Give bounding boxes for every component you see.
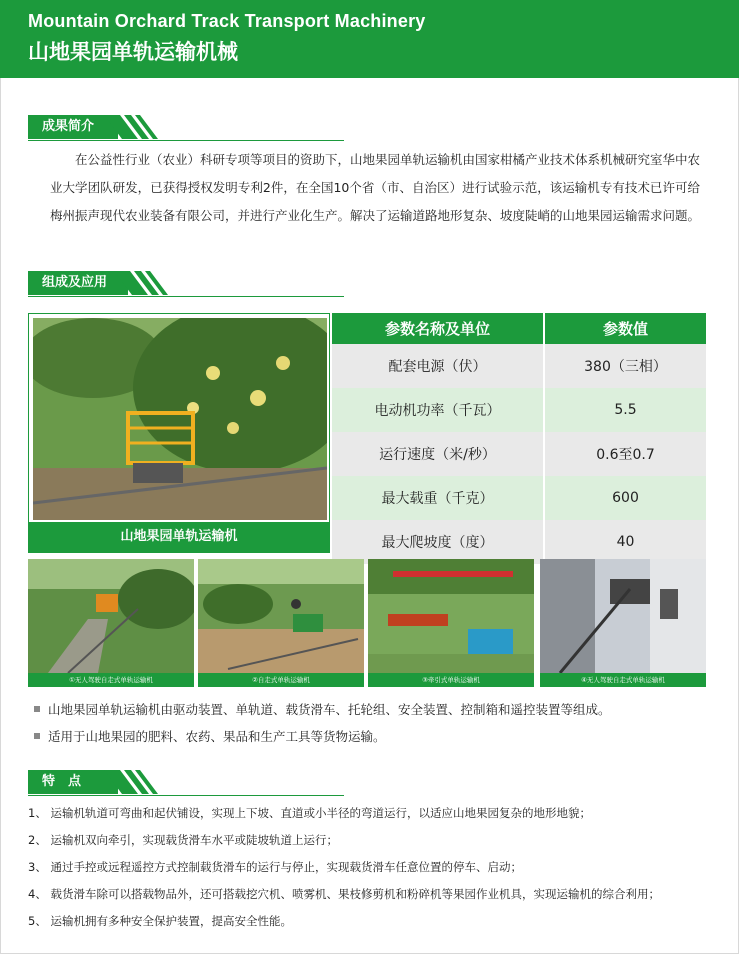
thumbnail-strip <box>28 559 706 687</box>
thumbnail-caption: ④无人驾驶自走式单轨运输机 <box>540 673 706 687</box>
list-item: 3、 通过手控或远程遥控方式控制载货滑车的运行与停止，实现载货滑车任意位置的停车、启动； <box>28 860 522 874</box>
params-header-name: 参数名称及单位 <box>332 313 544 344</box>
table-row <box>332 432 706 476</box>
params-header-row <box>332 313 706 344</box>
features-list <box>28 802 718 937</box>
list-item: 1、 运输机轨道可弯曲和起伏铺设，实现上下坡、直道或小半径的弯道运行，以适应山地果园复杂的地形地貌； <box>28 806 591 820</box>
param-value: 380（三相） <box>544 344 706 388</box>
section-rule <box>28 140 344 141</box>
thumbnail-3 <box>368 559 534 687</box>
params-table <box>332 313 706 564</box>
section-composition-header <box>28 271 344 297</box>
param-name: 电动机功率（千瓦） <box>332 388 544 432</box>
bullet-text: 适用于山地果园的肥料、农药、果品和生产工具等货物运输。 <box>48 729 386 744</box>
thumbnail-1 <box>28 559 194 687</box>
thumbnail-caption: ③牵引式单轨运输机 <box>368 673 534 687</box>
bullet-square-icon <box>34 706 40 712</box>
list-item: 4、 载货滑车除可以搭载物品外，还可搭载挖穴机、喷雾机、果枝修剪机和粉碎机等果园作业机具，实现运输机的综合利用； <box>28 887 660 901</box>
param-name: 运行速度（米/秒） <box>332 432 544 476</box>
list-item <box>34 700 611 727</box>
param-name: 配套电源（伏） <box>332 344 544 388</box>
section-intro-header <box>28 115 344 141</box>
main-photo <box>28 313 330 553</box>
param-name: 最大爬坡度（度） <box>332 520 544 564</box>
bullet-square-icon <box>34 733 40 739</box>
bullet-text: 山地果园单轨运输机由驱动装置、单轨道、载货滑车、托轮组、安全装置、控制箱和遥控装置等组成。 <box>48 702 611 717</box>
intro-text: 在公益性行业（农业）科研专项等项目的资助下，山地果园单轨运输机由国家柑橘产业技术体系机械研究室华中农业大学团队研发，已获得授权发明专利2件，在全国10个省（市、自治区）进行试验示范，该运输机专有技术已许可给梅州振声现代农业装备有限公司，并进行产业化生产。解决了运输道路地形复杂、坡度陡峭的山地果园运输需求问题。 <box>50 152 701 223</box>
demonstration-site-image <box>368 559 534 673</box>
intro-paragraph <box>50 146 700 230</box>
stripe-decoration-icon <box>28 770 158 796</box>
list-item <box>34 727 611 754</box>
section-features-label: 特 点 <box>28 770 118 794</box>
thumbnail-2 <box>198 559 364 687</box>
bullet-list <box>34 700 611 754</box>
main-photo-caption: 山地果园单轨运输机 <box>29 522 329 552</box>
table-row <box>332 344 706 388</box>
list-item: 2、 运输机双向牵引，实现载货滑车水平或陡坡轨道上运行； <box>28 833 338 847</box>
section-rule <box>28 795 344 796</box>
list-item: 5、 运输机拥有多种安全保护装置，提高安全性能。 <box>28 914 292 928</box>
header-banner <box>0 0 739 78</box>
table-row <box>332 476 706 520</box>
section-intro-label: 成果简介 <box>28 115 118 139</box>
param-value: 600 <box>544 476 706 520</box>
section-composition-label: 组成及应用 <box>28 271 128 295</box>
track-hillside-image <box>28 559 194 673</box>
thumbnail-caption: ①无人驾驶自走式单轨运输机 <box>28 673 194 687</box>
param-name: 最大载重（千克） <box>332 476 544 520</box>
thumbnail-caption: ②自走式单轨运输机 <box>198 673 364 687</box>
stripe-decoration-icon <box>28 115 158 141</box>
param-value: 40 <box>544 520 706 564</box>
param-value: 5.5 <box>544 388 706 432</box>
title-cn: 山地果园单轨运输机械 <box>28 40 238 64</box>
param-value: 0.6至0.7 <box>544 432 706 476</box>
thumbnail-4 <box>540 559 706 687</box>
section-features-header <box>28 770 344 796</box>
stripe-decoration-icon <box>28 271 168 297</box>
field-operation-image <box>198 559 364 673</box>
params-header-value: 参数值 <box>544 313 706 344</box>
table-row <box>332 520 706 564</box>
building-climb-image <box>540 559 706 673</box>
title-en: Mountain Orchard Track Transport Machinery <box>28 11 426 31</box>
section-rule <box>28 296 344 297</box>
table-row <box>332 388 706 432</box>
orchard-transporter-image <box>33 318 327 520</box>
